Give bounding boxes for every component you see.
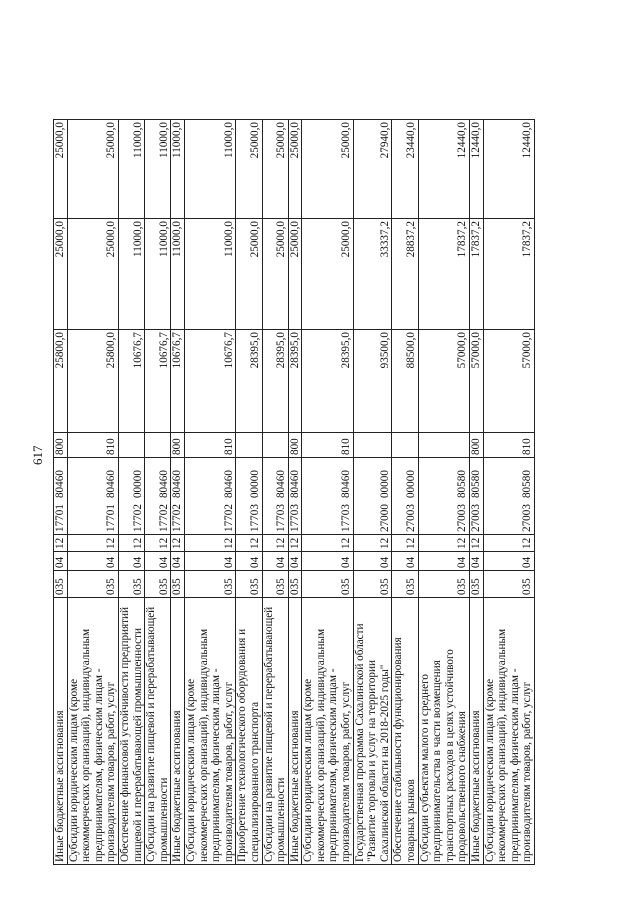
row-cs2: 00000	[131, 470, 144, 499]
row-pr: 12	[145, 535, 171, 552]
row-cs2: 00000	[405, 470, 418, 499]
row-gr: 035	[418, 571, 469, 598]
row-cs2: 80580	[470, 470, 482, 499]
row-name: Иные бюджетные ассигнования	[171, 598, 185, 865]
row-rz: 04	[392, 552, 418, 571]
row-pr: 12	[184, 535, 235, 552]
row-cs	[236, 458, 262, 535]
row-gr: 035	[236, 571, 262, 598]
row-gr: 035	[171, 571, 185, 598]
row-cs	[118, 458, 144, 535]
row-cs1: 17703	[340, 504, 353, 532]
row-cs	[171, 458, 185, 535]
row-name: Иные бюджетные ассигнования	[54, 598, 68, 865]
table-row	[145, 120, 171, 865]
row-cs2: 00000	[248, 470, 261, 499]
row-name: Субсидии субъектам малого и среднего предпринимательства в части возмещения транспортных расходов в целях устойчивого продовольственного снабжения	[418, 598, 469, 865]
row-cs1: 27003	[405, 504, 418, 532]
row-cs2: 80460	[275, 470, 288, 499]
row-amount-b: 25000,0	[54, 219, 68, 330]
row-cs1: 17703	[288, 504, 301, 532]
row-pr: 12	[470, 535, 484, 552]
row-amount-c: 23440,0	[392, 120, 418, 219]
row-amount-c: 12440,0	[470, 120, 484, 219]
row-cs2: 00000	[378, 470, 391, 499]
row-pr: 12	[54, 535, 68, 552]
row-gr: 035	[288, 571, 302, 598]
row-gr: 035	[392, 571, 418, 598]
table-row	[184, 120, 235, 865]
row-cs1: 27003	[521, 504, 534, 532]
row-amount-a: 57000,0	[483, 330, 534, 433]
row-gr: 035	[145, 571, 171, 598]
row-amount-a: 57000,0	[418, 330, 469, 433]
table-row	[353, 120, 392, 865]
row-cs1: 17701	[105, 504, 118, 532]
budget-table-body	[54, 120, 535, 865]
table-row	[171, 120, 185, 865]
row-cs	[145, 458, 171, 535]
budget-table	[53, 119, 535, 865]
row-rz: 04	[470, 552, 484, 571]
row-amount-b: 25000,0	[236, 219, 262, 330]
row-amount-a: 10676,7	[118, 330, 144, 433]
row-rz: 04	[145, 552, 171, 571]
page-number: 617	[30, 445, 45, 465]
row-pr: 12	[418, 535, 469, 552]
row-rz: 04	[288, 552, 302, 571]
row-amount-a: 25800,0	[54, 330, 68, 433]
row-vr: 810	[483, 433, 534, 458]
row-vr	[236, 433, 262, 458]
row-amount-c: 11000,0	[184, 120, 235, 219]
table-row	[483, 120, 534, 865]
row-cs2: 80460	[171, 470, 184, 499]
row-name: Субсидии юридическим лицам (кроме некоммерческих организаций), индивидуальным предпринимателям, физическим лицам - производителям товаров, работ, услуг	[184, 598, 235, 865]
row-cs2: 80460	[340, 470, 353, 499]
row-amount-c: 25000,0	[288, 120, 302, 219]
row-amount-b: 28837,2	[392, 219, 418, 330]
row-cs	[418, 458, 469, 535]
table-row	[470, 120, 484, 865]
row-amount-a: 25800,0	[67, 330, 118, 433]
row-amount-a: 28395,0	[302, 330, 353, 433]
row-cs1: 17701	[54, 504, 66, 532]
row-rz: 04	[236, 552, 262, 571]
row-amount-a: 57000,0	[470, 330, 484, 433]
row-amount-b: 25000,0	[288, 219, 302, 330]
row-gr: 035	[118, 571, 144, 598]
row-pr: 12	[236, 535, 262, 552]
row-vr: 800	[171, 433, 185, 458]
row-amount-b: 17837,2	[470, 219, 484, 330]
row-amount-c: 12440,0	[418, 120, 469, 219]
row-pr: 12	[483, 535, 534, 552]
row-cs2: 80460	[54, 470, 66, 499]
row-vr	[392, 433, 418, 458]
row-name: Иные бюджетные ассигнования	[470, 598, 484, 865]
row-cs2: 80460	[288, 470, 301, 499]
row-vr	[118, 433, 144, 458]
row-rz: 04	[353, 552, 392, 571]
row-rz: 04	[184, 552, 235, 571]
row-vr: 800	[54, 433, 68, 458]
table-row	[118, 120, 144, 865]
row-amount-a: 28395,0	[262, 330, 288, 433]
row-vr: 810	[302, 433, 353, 458]
row-amount-a: 10676,7	[145, 330, 171, 433]
row-vr	[353, 433, 392, 458]
row-cs	[67, 458, 118, 535]
row-vr: 810	[67, 433, 118, 458]
row-cs2: 80460	[222, 470, 235, 499]
row-name: Субсидии юридическим лицам (кроме некоммерческих организаций), индивидуальным предпринимателям, физическим лицам - производителям товаров, работ, услуг	[67, 598, 118, 865]
row-cs	[288, 458, 302, 535]
row-amount-c: 25000,0	[54, 120, 68, 219]
table-row	[54, 120, 68, 865]
row-name: Субсидии на развитие пищевой и перерабатывающей промышленности	[262, 598, 288, 865]
table-row	[262, 120, 288, 865]
row-cs1: 17702	[222, 504, 235, 532]
table-row	[418, 120, 469, 865]
row-name: Субсидии юридическим лицам (кроме некоммерческих организаций), индивидуальным предпринимателям, физическим лицам - производителям товаров, работ, услуг	[483, 598, 534, 865]
row-amount-c: 27940,0	[353, 120, 392, 219]
row-pr: 12	[118, 535, 144, 552]
row-cs2: 80460	[105, 470, 118, 499]
row-cs1: 27003	[470, 504, 482, 532]
row-rz: 04	[67, 552, 118, 571]
row-pr: 12	[262, 535, 288, 552]
row-amount-b: 11000,0	[145, 219, 171, 330]
row-name: Государственная программа Сахалинской области "Развитие торговли и услуг на территории Сахалинской области на 2018-2025 годы"	[353, 598, 392, 865]
row-cs	[302, 458, 353, 535]
row-amount-b: 25000,0	[302, 219, 353, 330]
row-amount-b: 11000,0	[184, 219, 235, 330]
row-cs	[262, 458, 288, 535]
row-cs1: 17702	[157, 504, 170, 532]
row-gr: 035	[54, 571, 68, 598]
row-amount-b: 11000,0	[171, 219, 185, 330]
row-cs1: 17702	[171, 504, 184, 532]
row-rz: 04	[302, 552, 353, 571]
row-gr: 035	[302, 571, 353, 598]
table-row	[288, 120, 302, 865]
row-vr: 800	[470, 433, 484, 458]
row-cs	[353, 458, 392, 535]
row-pr: 12	[67, 535, 118, 552]
row-amount-a: 10676,7	[171, 330, 185, 433]
row-name: Приобретение технологического оборудования и специализированного транспорта	[236, 598, 262, 865]
table-row	[302, 120, 353, 865]
row-amount-c: 11000,0	[171, 120, 185, 219]
row-cs1: 27000	[378, 504, 391, 532]
row-rz: 04	[54, 552, 68, 571]
row-name: Обеспечение финансовой устойчивости предприятий пищевой и перерабатывающей промышленности	[118, 598, 144, 865]
row-cs1: 27003	[456, 504, 469, 532]
row-pr: 12	[353, 535, 392, 552]
row-pr: 12	[302, 535, 353, 552]
row-amount-a: 88500,0	[392, 330, 418, 433]
row-amount-c: 25000,0	[67, 120, 118, 219]
row-name: Субсидии юридическим лицам (кроме некоммерческих организаций), индивидуальным предпринимателям, физическим лицам - производителям товаров, работ, услуг	[302, 598, 353, 865]
row-name: Иные бюджетные ассигнования	[288, 598, 302, 865]
row-amount-c: 25000,0	[262, 120, 288, 219]
row-cs2: 80460	[157, 470, 170, 499]
row-amount-c: 25000,0	[302, 120, 353, 219]
row-gr: 035	[184, 571, 235, 598]
row-name: Обеспечение стабильности функционирования товарных рынков	[392, 598, 418, 865]
row-vr	[145, 433, 171, 458]
row-amount-a: 93500,0	[353, 330, 392, 433]
row-amount-b: 33337,2	[353, 219, 392, 330]
row-rz: 04	[483, 552, 534, 571]
row-amount-a: 28395,0	[236, 330, 262, 433]
row-pr: 12	[171, 535, 185, 552]
row-amount-b: 25000,0	[67, 219, 118, 330]
row-amount-c: 11000,0	[118, 120, 144, 219]
row-cs2: 80580	[456, 470, 469, 499]
row-amount-a: 10676,7	[184, 330, 235, 433]
row-amount-b: 11000,0	[118, 219, 144, 330]
row-vr: 800	[288, 433, 302, 458]
row-gr: 035	[67, 571, 118, 598]
row-amount-b: 17837,2	[418, 219, 469, 330]
row-rz: 04	[171, 552, 185, 571]
row-rz: 04	[262, 552, 288, 571]
row-cs	[184, 458, 235, 535]
row-gr: 035	[262, 571, 288, 598]
row-cs	[54, 458, 68, 535]
row-pr: 12	[288, 535, 302, 552]
row-amount-b: 17837,2	[483, 219, 534, 330]
row-amount-a: 28395,0	[288, 330, 302, 433]
row-cs2: 80580	[521, 470, 534, 499]
row-cs	[392, 458, 418, 535]
row-gr: 035	[470, 571, 484, 598]
row-rz: 04	[418, 552, 469, 571]
table-row	[236, 120, 262, 865]
row-cs1: 17703	[248, 504, 261, 532]
row-gr: 035	[483, 571, 534, 598]
row-amount-c: 12440,0	[483, 120, 534, 219]
row-vr	[418, 433, 469, 458]
row-cs1: 17703	[275, 504, 288, 532]
row-amount-b: 25000,0	[262, 219, 288, 330]
row-vr: 810	[184, 433, 235, 458]
table-row	[392, 120, 418, 865]
table-row	[67, 120, 118, 865]
row-vr	[262, 433, 288, 458]
row-cs	[483, 458, 534, 535]
row-amount-c: 25000,0	[236, 120, 262, 219]
row-gr: 035	[353, 571, 392, 598]
row-name: Субсидии на развитие пищевой и перерабатывающей промышленности	[145, 598, 171, 865]
row-cs	[470, 458, 484, 535]
row-amount-c: 11000,0	[145, 120, 171, 219]
row-cs1: 17702	[131, 504, 144, 532]
row-pr: 12	[392, 535, 418, 552]
row-rz: 04	[118, 552, 144, 571]
